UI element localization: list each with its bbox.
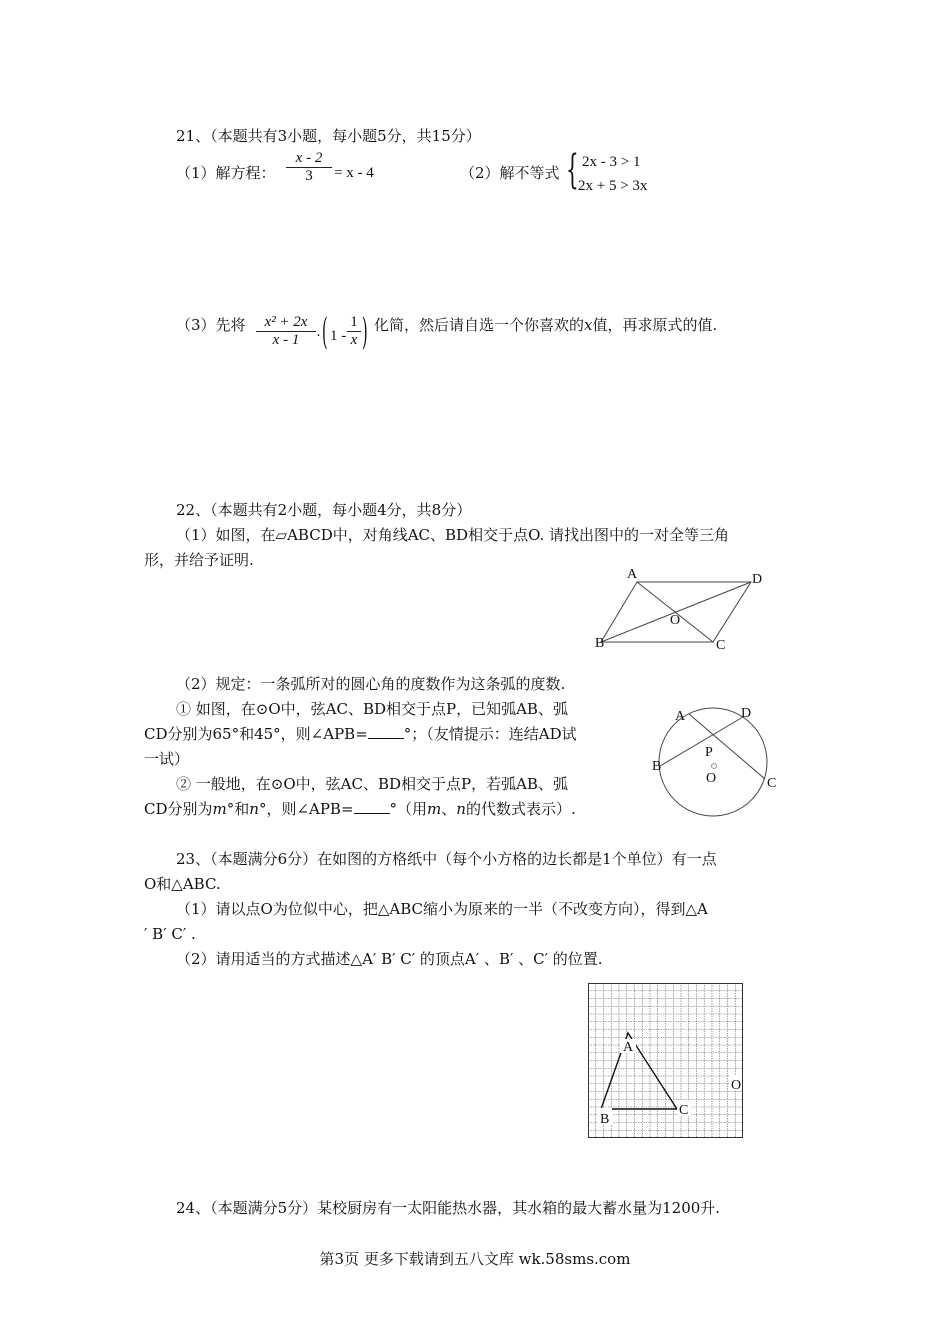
grid-label-c: C (679, 1103, 689, 1118)
page-footer: 第3页 更多下载请到五八文库 wk.58sms.com (319, 1250, 631, 1268)
q21-part3-dot: · (316, 328, 321, 344)
q21-part1-denominator: 3 (305, 168, 313, 184)
q21-part3-one-minus: 1 - (330, 328, 347, 344)
q21-part2-label: （2）解不等式 (460, 164, 560, 182)
q21-part2-line2: 2x + 5 > 3x (578, 178, 648, 194)
point-label-o: O (706, 771, 717, 786)
q22-part2-line5 (144, 799, 576, 819)
q21-part3-tail-x: x (584, 316, 593, 334)
q21-part3-fraction (256, 314, 316, 349)
point-label-d: D (741, 706, 752, 721)
q22-part2-line0: （2）规定：一条弧所对的圆心角的度数作为这条弧的度数. (176, 675, 566, 693)
circle-o (659, 708, 767, 816)
q21-part3-numerator: x² + 2x (264, 314, 308, 330)
q22-part2-line2a: CD分别为65°和45°，则∠APB= (144, 725, 368, 743)
center-label-o: O (670, 613, 681, 628)
q22-part2-line5c: °，则∠APB= (258, 800, 354, 818)
q21-part3-inner-numerator: 1 (350, 314, 358, 330)
q22-part2-line5f: 的代数式表示）. (465, 800, 576, 818)
q22-header: 22、（本题共有2小题，每小题4分，共8分） (176, 501, 472, 519)
q22-part2-n: n (249, 800, 259, 818)
q21-part2-line1: 2x - 3 > 1 (582, 154, 641, 170)
vertex-label-c: C (716, 638, 726, 653)
q23-line4: ′ B′ C′ . (144, 925, 196, 943)
q23-line1: 23、（本题满分6分）在如图的方格纸中（每个小方格的边长都是1个单位）有一点 (176, 850, 717, 868)
q22-part2-n-2: n (456, 800, 466, 818)
q22-part2-line5b: °和 (226, 800, 250, 818)
q21-part1-fraction (286, 150, 332, 185)
q21-part3-tail-b: 值，再求原式的值. (592, 316, 718, 334)
point-label-c: C (767, 776, 777, 791)
q21-part3-tail-a: 化简，然后请自选一个你喜欢的 (374, 316, 585, 334)
q24-line1: 24、（本题满分5分）某校厨房有一太阳能热水器，其水箱的最大蓄水量为1200升. (176, 1199, 721, 1217)
q22-part2-m: m (212, 800, 227, 818)
q22-part2-m-2: m (427, 800, 442, 818)
q22-part2-line3: 一试） (144, 750, 190, 768)
answer-blank[interactable] (354, 799, 390, 814)
q21-part3-label: （3）先将 (176, 316, 246, 334)
grid-label-a: A (622, 1040, 634, 1055)
chord-ac (689, 714, 765, 779)
q22-part2-line2b: °；（友情提示：连结AD试 (403, 725, 577, 743)
q21-part1-numerator: x - 2 (295, 150, 323, 166)
vertex-label-a: A (627, 567, 638, 582)
q22-part2-line5a: CD分别为 (144, 800, 213, 818)
q21-part3-denominator: x - 1 (272, 332, 300, 348)
point-label-b: B (652, 759, 662, 774)
q22-part1-line2: 形，并给予证明. (144, 551, 254, 569)
point-label-p: P (705, 745, 713, 760)
q21-part3-tail (374, 315, 717, 335)
q22-part1-line1: （1）如图，在▱ABCD中，对角线AC、BD相交于点O. 请找出图中的一对全等三角 (176, 526, 730, 544)
q23-line2: O和△ABC. (144, 875, 221, 893)
vertex-label-b: B (595, 636, 605, 651)
q23-line5: （2）请用适当的方式描述△A′ B′ C′ 的顶点A′ 、B′ 、C′ 的位置. (176, 950, 603, 968)
grid-label-o: O (731, 1078, 742, 1093)
q21-header: 21、（本题共有3小题，每小题5分，共15分） (176, 127, 481, 145)
q23-line3: （1）请以点O为位似中心，把△ABC缩小为原来的一半（不改变方向），得到△A (176, 900, 708, 918)
left-brace-icon: { (566, 147, 579, 193)
q22-part2-line4: ② 一般地，在⊙O中，弦AC、BD相交于点P，若弧AB、弧 (176, 775, 568, 793)
q21-part1-label: （1）解方程： (176, 164, 276, 182)
grid-paper-figure (588, 983, 744, 1139)
point-label-a: A (675, 709, 686, 724)
parallelogram-figure (585, 562, 775, 656)
q21-part3-inner-denominator: x (350, 332, 358, 348)
center-point-icon (712, 764, 717, 769)
q21-part1-rhs: = x - 4 (334, 165, 374, 181)
q21-part3-inner-fraction (347, 314, 361, 349)
q22-part2-line1: ① 如图，在⊙O中，弦AC、BD相交于点P，已知弧AB、弧 (176, 700, 568, 718)
left-paren-icon: ( (322, 312, 328, 353)
q22-part2-line5e: 、 (441, 800, 457, 818)
diagonal-bd (601, 582, 751, 642)
circle-chords-figure (645, 700, 785, 825)
vertex-label-d: D (752, 572, 763, 587)
q22-part2-line2 (144, 724, 577, 744)
q22-part2-line5d: °（用 (389, 800, 428, 818)
right-paren-icon: ) (362, 312, 368, 353)
grid-label-b: B (600, 1112, 610, 1127)
answer-blank[interactable] (368, 724, 404, 739)
